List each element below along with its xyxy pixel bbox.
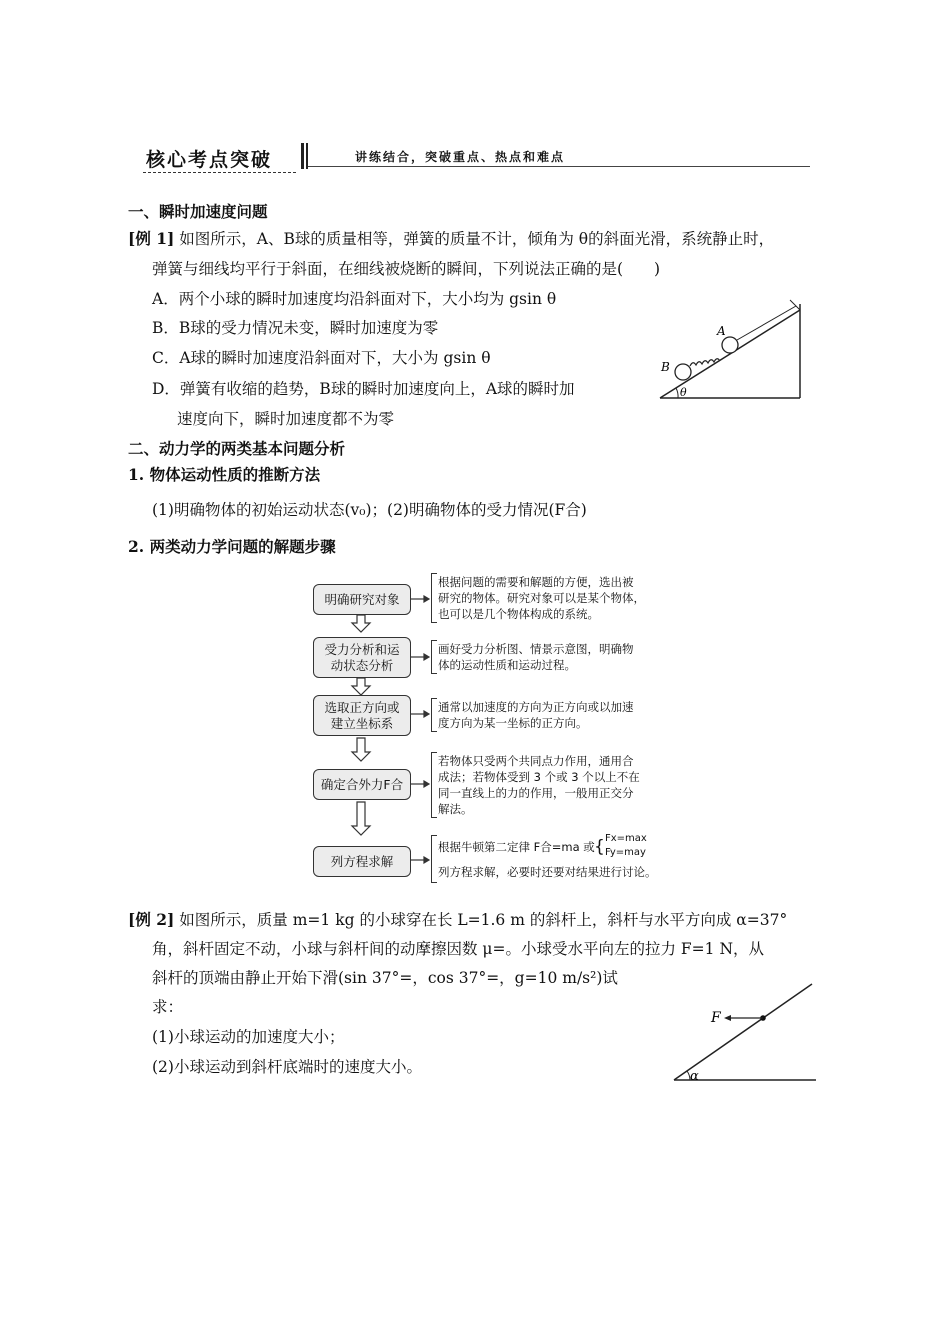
- equation-y: Fy=may: [605, 847, 646, 858]
- flow-desc-solve-2: 列方程求解，必要时还要对结果进行讨论。: [438, 865, 657, 879]
- flow-desc-force: [438, 641, 634, 673]
- section-subtitle: 讲练结合，突破重点、热点和难点: [355, 150, 566, 164]
- incline-spring-figure: [650, 292, 810, 404]
- desc-line: 体的运动性质和运动过程。: [438, 658, 576, 672]
- desc-line: 通常以加速度的方向为正方向或以加速: [438, 700, 634, 714]
- subheading-2: 2. 两类动力学问题的解题步骤: [128, 537, 336, 556]
- option-a: A．两个小球的瞬时加速度均沿斜面对下，大小均为 gsin θ: [152, 290, 557, 308]
- option-c: C．A球的瞬时加速度沿斜面对下，大小为 gsin θ: [152, 349, 491, 367]
- flow-arrows: [300, 570, 440, 890]
- inclined-rod-figure: [670, 980, 820, 1084]
- flow-box-solve: 列方程求解: [313, 846, 411, 877]
- flow-bracket: [431, 698, 437, 732]
- question-2: (2)小球运动到斜杆底端时的速度大小。: [152, 1058, 422, 1076]
- example2-line2: 角，斜杆固定不动，小球与斜杆间的动摩擦因数 μ=。小球受水平向左的拉力 F=1 N，从: [152, 940, 765, 958]
- option-d-line2: 速度向下，瞬时加速度都不为零: [177, 410, 395, 428]
- flow-box-coordinate-l2: 建立坐标系: [330, 715, 394, 731]
- down-arrow-icon: [352, 738, 370, 761]
- title-underline: [143, 172, 296, 173]
- title-divider: [301, 143, 304, 169]
- ball-b: [675, 364, 691, 380]
- equation-x: Fx=max: [605, 833, 647, 844]
- flow-bracket: [431, 835, 437, 883]
- desc-line: 若物体只受两个共同点力作用，通用合: [438, 754, 634, 768]
- example1-text1: 如图所示，A、B球的质量相等，弹簧的质量不计，倾角为 θ的斜面光滑，系统静止时，: [179, 230, 775, 248]
- equation-system: [605, 832, 647, 860]
- flow-box-force-analysis-l1: 受力分析和运: [324, 641, 400, 657]
- example2-line3: 斜杆的顶端由静止开始下滑(sin 37°=，cos 37°=，g=10 m/s²)试: [152, 969, 618, 987]
- section-title: 核心考点突破: [146, 149, 273, 171]
- flow-bracket: [431, 752, 437, 818]
- flow-desc-solve-1: 根据牛顿第二定律 F合=ma 或: [438, 840, 595, 854]
- down-arrow-icon: [352, 678, 370, 695]
- example2-tag: [例 2]: [128, 910, 175, 929]
- flow-desc-net-force: [438, 753, 640, 817]
- label-b: B: [661, 360, 670, 374]
- down-arrow-icon: [352, 615, 370, 632]
- down-arrow-icon: [352, 802, 370, 835]
- flow-bracket: [431, 573, 437, 623]
- desc-line: 同一直线上的力的作用，一般用正交分: [438, 786, 634, 800]
- flow-desc-coordinate: [438, 699, 634, 731]
- example1-tag: [例 1]: [128, 229, 175, 248]
- desc-line: 解法。: [438, 802, 473, 816]
- heading-instant-acceleration: 一、瞬时加速度问题: [128, 202, 268, 221]
- label-a: A: [717, 324, 726, 338]
- brace-icon: {: [594, 837, 605, 857]
- header-rule: [308, 166, 810, 167]
- flow-box-object: 明确研究对象: [313, 584, 411, 615]
- method-text: (1)明确物体的初始运动状态(v₀)；(2)明确物体的受力情况(F合): [152, 501, 587, 519]
- option-b: B．B球的受力情况未变，瞬时加速度为零: [152, 319, 439, 337]
- flow-box-net-force: 确定合外力F合: [313, 769, 411, 800]
- example1-line2: 弹簧与细线均平行于斜面，在细线被烧断的瞬间，下列说法正确的是( ): [152, 260, 661, 278]
- example2-line4: 求：: [152, 998, 184, 1016]
- option-d-line1: D．弹簧有收缩的趋势，B球的瞬时加速度向上，A球的瞬时加: [152, 380, 575, 398]
- example2-line1: [128, 910, 787, 930]
- label-alpha: α: [690, 1069, 699, 1084]
- example1-line1: [128, 229, 774, 249]
- ball-a: [722, 337, 738, 353]
- desc-line: 也可以是几个物体构成的系统。: [438, 607, 599, 621]
- label-theta: θ: [680, 386, 687, 399]
- flow-box-force-analysis-l2: 动状态分析: [330, 657, 394, 673]
- flow-bracket: [431, 640, 437, 674]
- desc-line: 度方向为某一坐标的正方向。: [438, 716, 588, 730]
- subheading-1: 1. 物体运动性质的推断方法: [128, 465, 321, 484]
- example2-text1: 如图所示，质量 m=1 kg 的小球穿在长 L=1.6 m 的斜杆上，斜杆与水平方向成 α=37°: [179, 911, 788, 929]
- desc-line: 画好受力分析图、情景示意图，明确物: [438, 642, 634, 656]
- arrow-left-icon: [724, 1015, 731, 1021]
- flow-desc-object: [438, 574, 645, 622]
- flow-box-coordinate-l1: 选取正方向或: [324, 699, 400, 715]
- desc-line: 成法；若物体受到 3 个或 3 个以上不在: [438, 770, 640, 784]
- label-f: F: [711, 1010, 721, 1026]
- question-1: (1)小球运动的加速度大小；: [152, 1028, 345, 1046]
- desc-line: 根据问题的需要和解题的方便，选出被: [438, 575, 634, 589]
- desc-line: 研究的物体。研究对象可以是某个物体，: [438, 591, 645, 605]
- heading-dynamics: 二、动力学的两类基本问题分析: [128, 439, 346, 458]
